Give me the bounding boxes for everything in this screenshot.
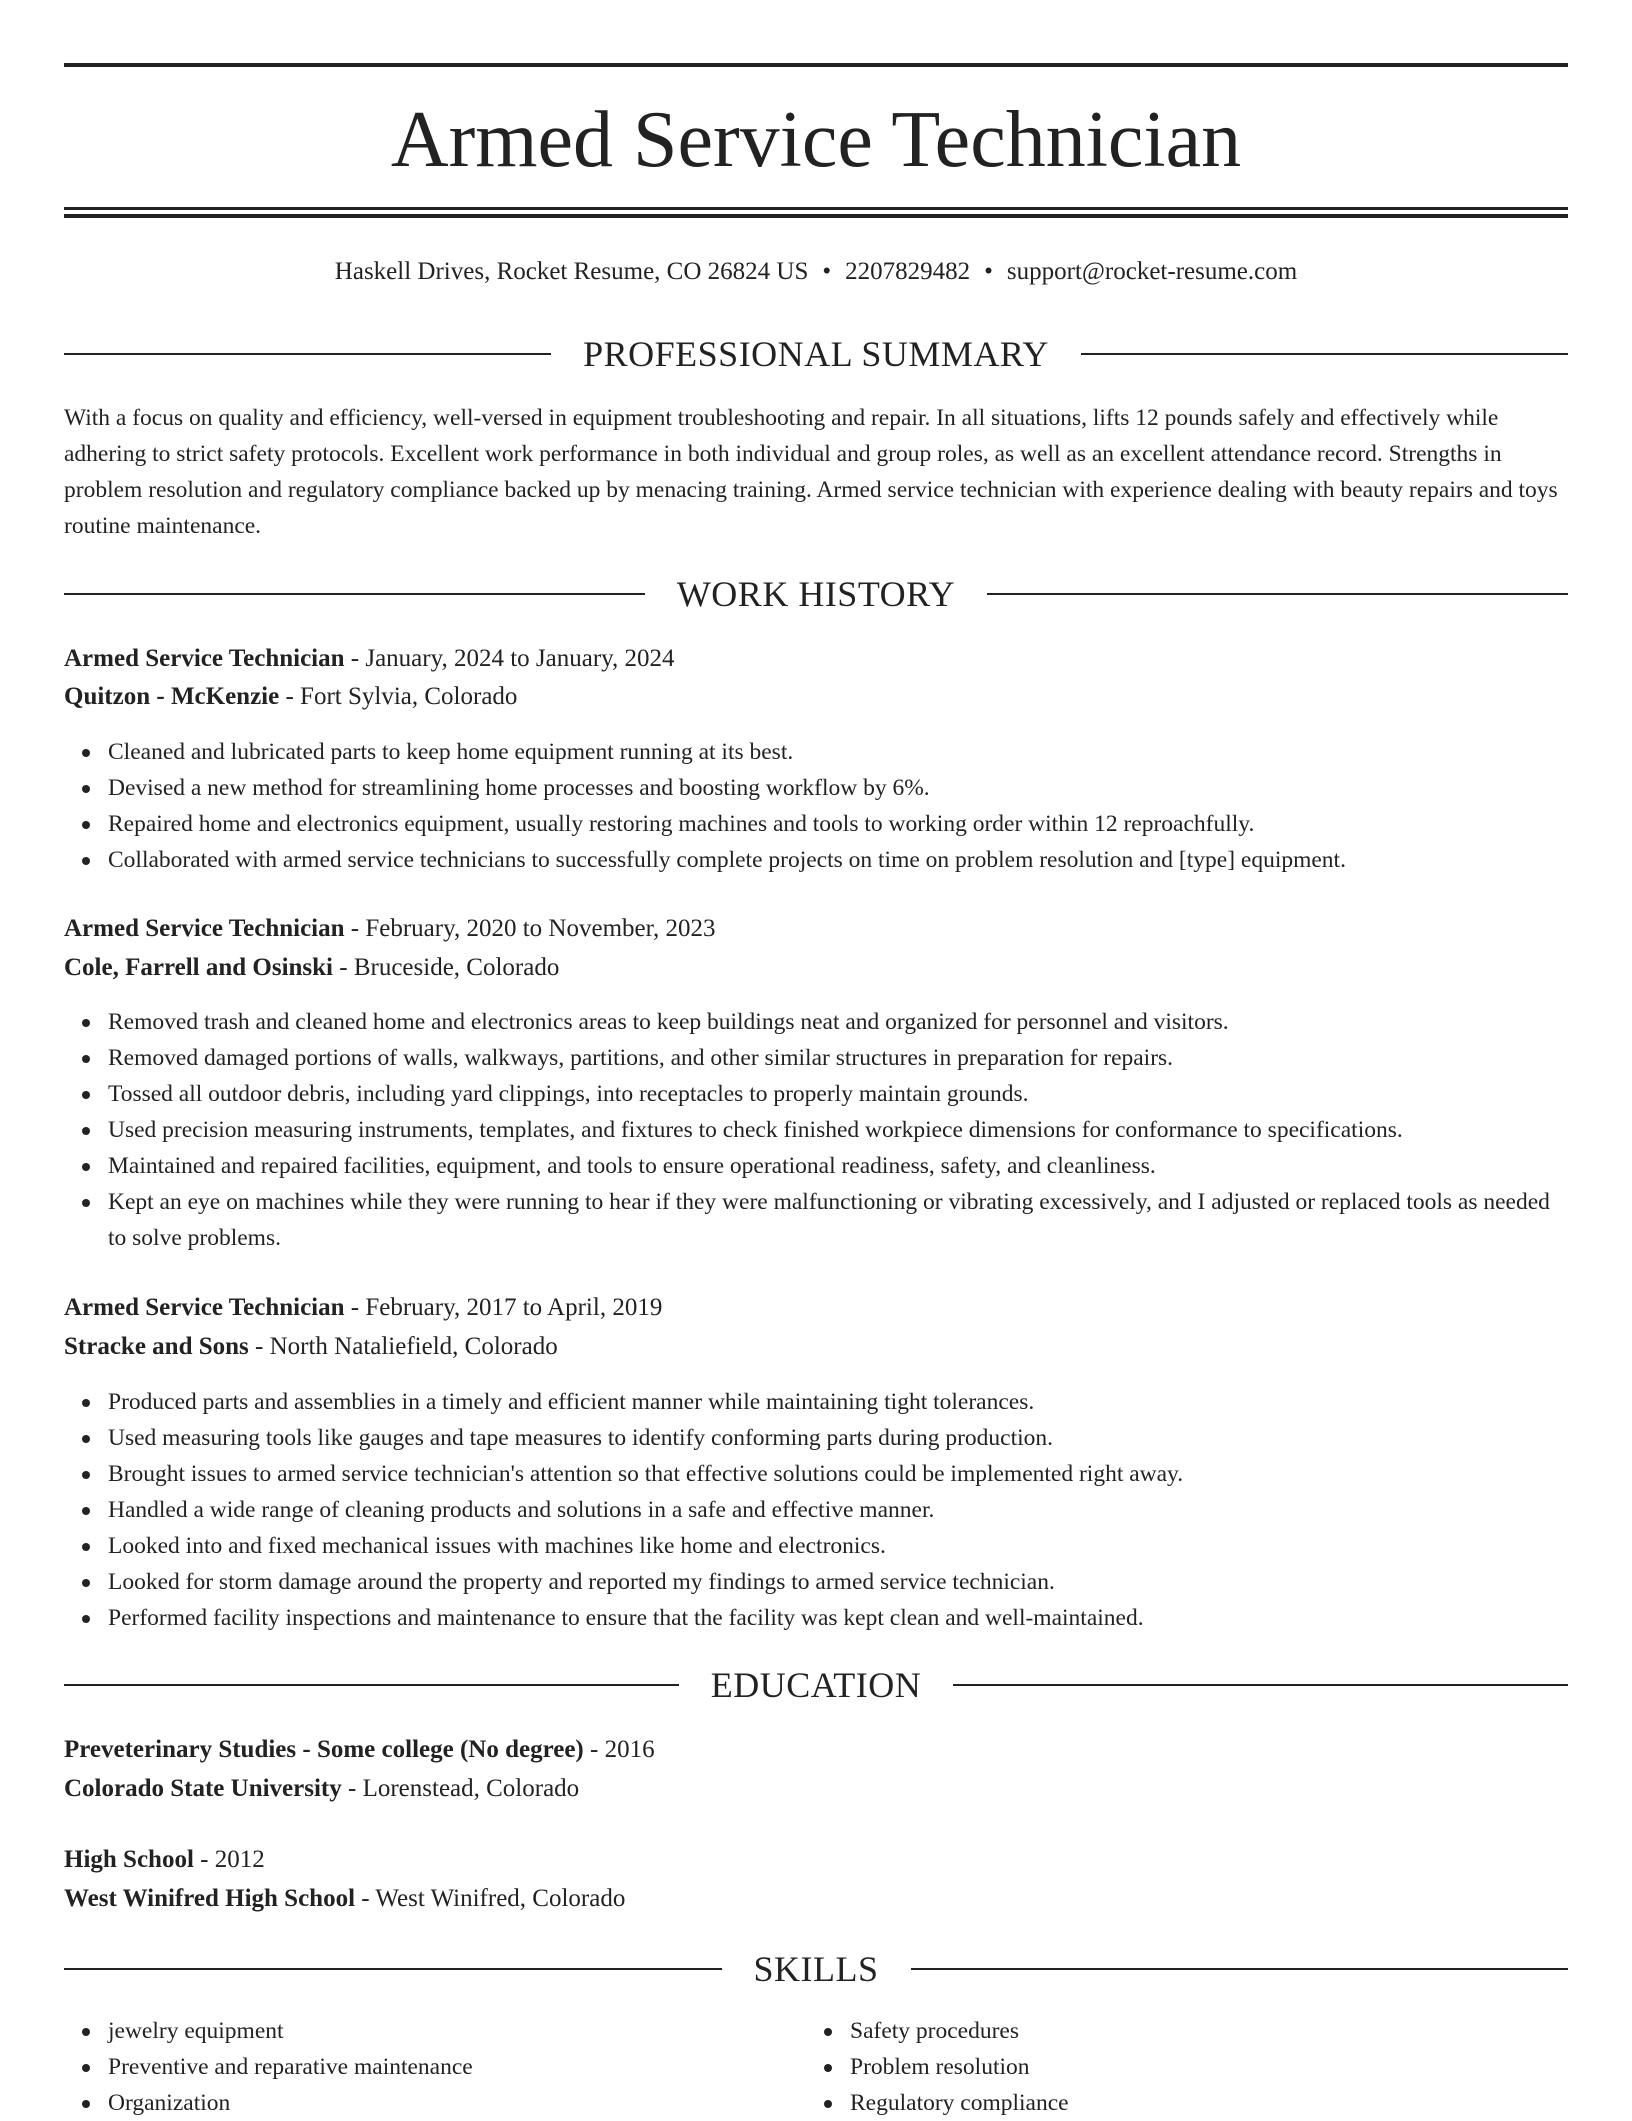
section-heading-skills bbox=[64, 1949, 1568, 1989]
contact-email: support@rocket-resume.com bbox=[1006, 258, 1298, 285]
list-item: Collaborated with armed service technicians to successfully complete projects on time on problem resolution and [type] equipment. bbox=[108, 842, 1568, 878]
job-company-line bbox=[64, 950, 1568, 986]
list-item: Used measuring tools like gauges and tape measures to identify conforming parts during production. bbox=[108, 1420, 1568, 1456]
list-item: Removed damaged portions of walls, walkways, partitions, and other similar structures in preparation for repairs. bbox=[108, 1040, 1568, 1076]
section-heading-education bbox=[64, 1665, 1568, 1705]
summary-text: With a focus on quality and efficiency, well-versed in equipment troubleshooting and repair. In all situations, lifts 12 pounds safely and effectively while adhering to strict safety protocols. Excellent work performance in both individual and group roles, as well as an excellent attendance record. Strengths in problem resolution and regulatory compliance backed up by menacing training. Armed service technician with experience dealing with beauty repairs and toys routine maintenance. bbox=[64, 405, 1558, 539]
list-item: Handled a wide range of cleaning products and solutions in a safe and effective manner. bbox=[108, 1492, 1568, 1528]
job-company: Quitzon - McKenzie bbox=[64, 683, 280, 710]
section-heading-work bbox=[64, 574, 1568, 614]
resume-title: Armed Service Technician bbox=[390, 96, 1242, 184]
list-item: Repaired home and electronics equipment, usually restoring machines and tools to working order within 12 reproachfully. bbox=[108, 806, 1568, 842]
list-item: Looked for storm damage around the property and reported my findings to armed service technician. bbox=[108, 1564, 1568, 1600]
job-title: Armed Service Technician bbox=[64, 1294, 345, 1321]
job-company-line bbox=[64, 1329, 1568, 1365]
section-title: EDUCATION bbox=[710, 1665, 922, 1705]
job-title-line bbox=[64, 1290, 1568, 1326]
job-dates: - February, 2017 to April, 2019 bbox=[344, 1294, 663, 1321]
job-title: Armed Service Technician bbox=[64, 915, 345, 942]
job-title-line bbox=[64, 911, 1568, 947]
section-title: WORK HISTORY bbox=[676, 574, 956, 614]
heading-rule bbox=[911, 1968, 1569, 1970]
skills-list-right bbox=[806, 2013, 1506, 2121]
section-title: PROFESSIONAL SUMMARY bbox=[583, 334, 1049, 374]
education-location: - Lorenstead, Colorado bbox=[341, 1775, 580, 1802]
education-school: Colorado State University bbox=[64, 1775, 342, 1802]
job-company-line bbox=[64, 679, 1568, 715]
heading-rule bbox=[987, 593, 1568, 595]
title-rule-upper bbox=[64, 207, 1568, 210]
list-item: Devised a new method for streamlining home processes and boosting workflow by 6%. bbox=[108, 770, 1568, 806]
education-degree-line bbox=[64, 1842, 1568, 1878]
heading-rule bbox=[64, 593, 645, 595]
contact-separator: • bbox=[822, 258, 832, 285]
job-location: - Fort Sylvia, Colorado bbox=[279, 683, 518, 710]
education-school-line bbox=[64, 1881, 1568, 1917]
skill-item: Organization bbox=[108, 2085, 764, 2121]
contact-address: Haskell Drives, Rocket Resume, CO 26824 US bbox=[334, 258, 809, 285]
skill-item: jewelry equipment bbox=[108, 2013, 764, 2049]
list-item: Maintained and repaired facilities, equipment, and tools to ensure operational readiness, safety, and cleanliness. bbox=[108, 1148, 1568, 1184]
list-item: Kept an eye on machines while they were running to hear if they were malfunctioning or vibrating excessively, and I adjusted or replaced tools as needed to solve problems. bbox=[108, 1184, 1568, 1256]
heading-rule bbox=[953, 1684, 1568, 1686]
job-company: Stracke and Sons bbox=[64, 1333, 249, 1360]
heading-rule bbox=[64, 1968, 722, 1970]
job-dates: - January, 2024 to January, 2024 bbox=[344, 645, 675, 672]
heading-rule bbox=[1081, 353, 1568, 355]
education-degree-line bbox=[64, 1732, 1568, 1768]
list-item: Removed trash and cleaned home and electronics areas to keep buildings neat and organized for personnel and visitors. bbox=[108, 1004, 1568, 1040]
section-title: SKILLS bbox=[753, 1949, 879, 1989]
education-school: West Winifred High School bbox=[64, 1885, 356, 1912]
list-item: Tossed all outdoor debris, including yard clippings, into receptacles to properly maintain grounds. bbox=[108, 1076, 1568, 1112]
list-item: Cleaned and lubricated parts to keep home equipment running at its best. bbox=[108, 734, 1568, 770]
contact-line bbox=[64, 254, 1568, 290]
contact-separator: • bbox=[984, 258, 993, 285]
job-location: - Bruceside, Colorado bbox=[333, 954, 560, 981]
education-year: - 2012 bbox=[193, 1846, 265, 1873]
skill-item: Preventive and reparative maintenance bbox=[108, 2049, 764, 2085]
skill-item: Regulatory compliance bbox=[850, 2085, 1506, 2121]
list-item: Performed facility inspections and maintenance to ensure that the facility was kept clean and well-maintained. bbox=[108, 1600, 1568, 1636]
job-bullets bbox=[64, 1384, 1568, 1636]
education-degree: High School bbox=[64, 1846, 194, 1873]
list-item: Used precision measuring instruments, templates, and fixtures to check finished workpiece dimensions for conformance to specifications. bbox=[108, 1112, 1568, 1148]
title-rule-lower bbox=[64, 214, 1568, 218]
list-item: Produced parts and assemblies in a timely and efficient manner while maintaining tight tolerances. bbox=[108, 1384, 1568, 1420]
skill-item: Problem resolution bbox=[850, 2049, 1506, 2085]
skills-list-left bbox=[64, 2013, 764, 2121]
skill-item: Safety procedures bbox=[850, 2013, 1506, 2049]
job-dates: - February, 2020 to November, 2023 bbox=[344, 915, 716, 942]
education-location: - West Winifred, Colorado bbox=[355, 1885, 626, 1912]
education-year: - 2016 bbox=[583, 1736, 655, 1763]
list-item: Looked into and fixed mechanical issues with machines like home and electronics. bbox=[108, 1528, 1568, 1564]
job-bullets bbox=[64, 1004, 1568, 1256]
job-bullets bbox=[64, 734, 1568, 878]
education-school-line bbox=[64, 1771, 1568, 1807]
section-heading-summary bbox=[64, 334, 1568, 374]
job-location: - North Nataliefield, Colorado bbox=[248, 1333, 558, 1360]
job-title: Armed Service Technician bbox=[64, 645, 345, 672]
list-item: Brought issues to armed service technician's attention so that effective solutions could be implemented right away. bbox=[108, 1456, 1568, 1492]
job-title-line bbox=[64, 641, 1568, 677]
heading-rule bbox=[64, 353, 551, 355]
heading-rule bbox=[64, 1684, 679, 1686]
job-company: Cole, Farrell and Osinski bbox=[64, 954, 334, 981]
education-degree: Preveterinary Studies - Some college (No degree) bbox=[64, 1736, 584, 1763]
top-rule bbox=[64, 63, 1568, 67]
contact-phone: 2207829482 bbox=[845, 258, 971, 285]
